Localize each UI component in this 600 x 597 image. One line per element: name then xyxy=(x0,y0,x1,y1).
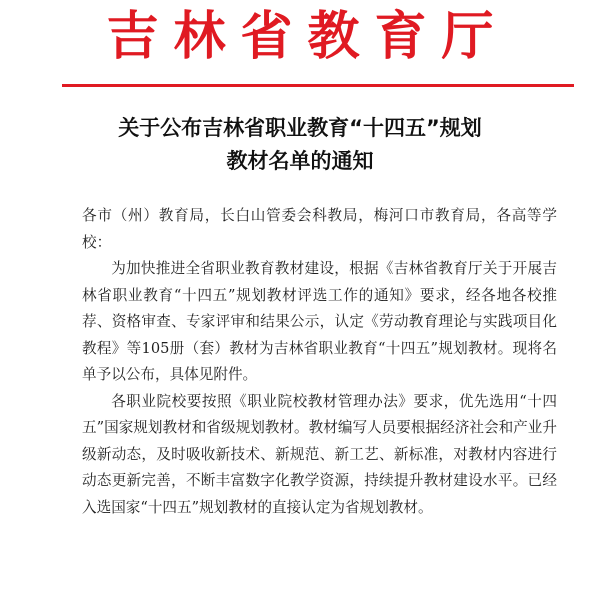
salutation: 各市（州）教育局，长白山管委会科教局，梅河口市教育局，各高等学校： xyxy=(82,207,557,251)
agency-masthead: 吉林省教育厅 xyxy=(106,6,509,67)
red-header-rule xyxy=(62,84,574,87)
document-title xyxy=(0,112,600,178)
body-paragraph-1: 为加快推进全省职业教育教材建设，根据《吉林省教育厅关于开展吉林省职业教育“十四五”规划教材评选工作的通知》要求，经各地各校推荐、资格审查、专家评审和结果公示，认定《劳动教育理论与实践项目化教程》等105册（套）教材为吉林省职业教育“十四五”规划教材。现将名单予以公布，具体见附件。 xyxy=(82,260,557,383)
document-body xyxy=(82,203,557,521)
body-paragraph-2: 各职业院校要按照《职业院校教材管理办法》要求，优先选用“十四五”国家规划教材和省级规划教材。教材编写人员要根据经济社会和产业升级新动态，及时吸收新技术、新规范、新工艺、新标准，对教材内容进行动态更新完善，不断丰富数字化教学资源，持续提升教材建设水平。已经入选国家“十四五”规划教材的直接认定为省规划教材。 xyxy=(82,392,557,516)
title-line-2: 教材名单的通知 xyxy=(226,149,374,173)
title-line-1: 关于公布吉林省职业教育“十四五”规划 xyxy=(118,116,482,140)
